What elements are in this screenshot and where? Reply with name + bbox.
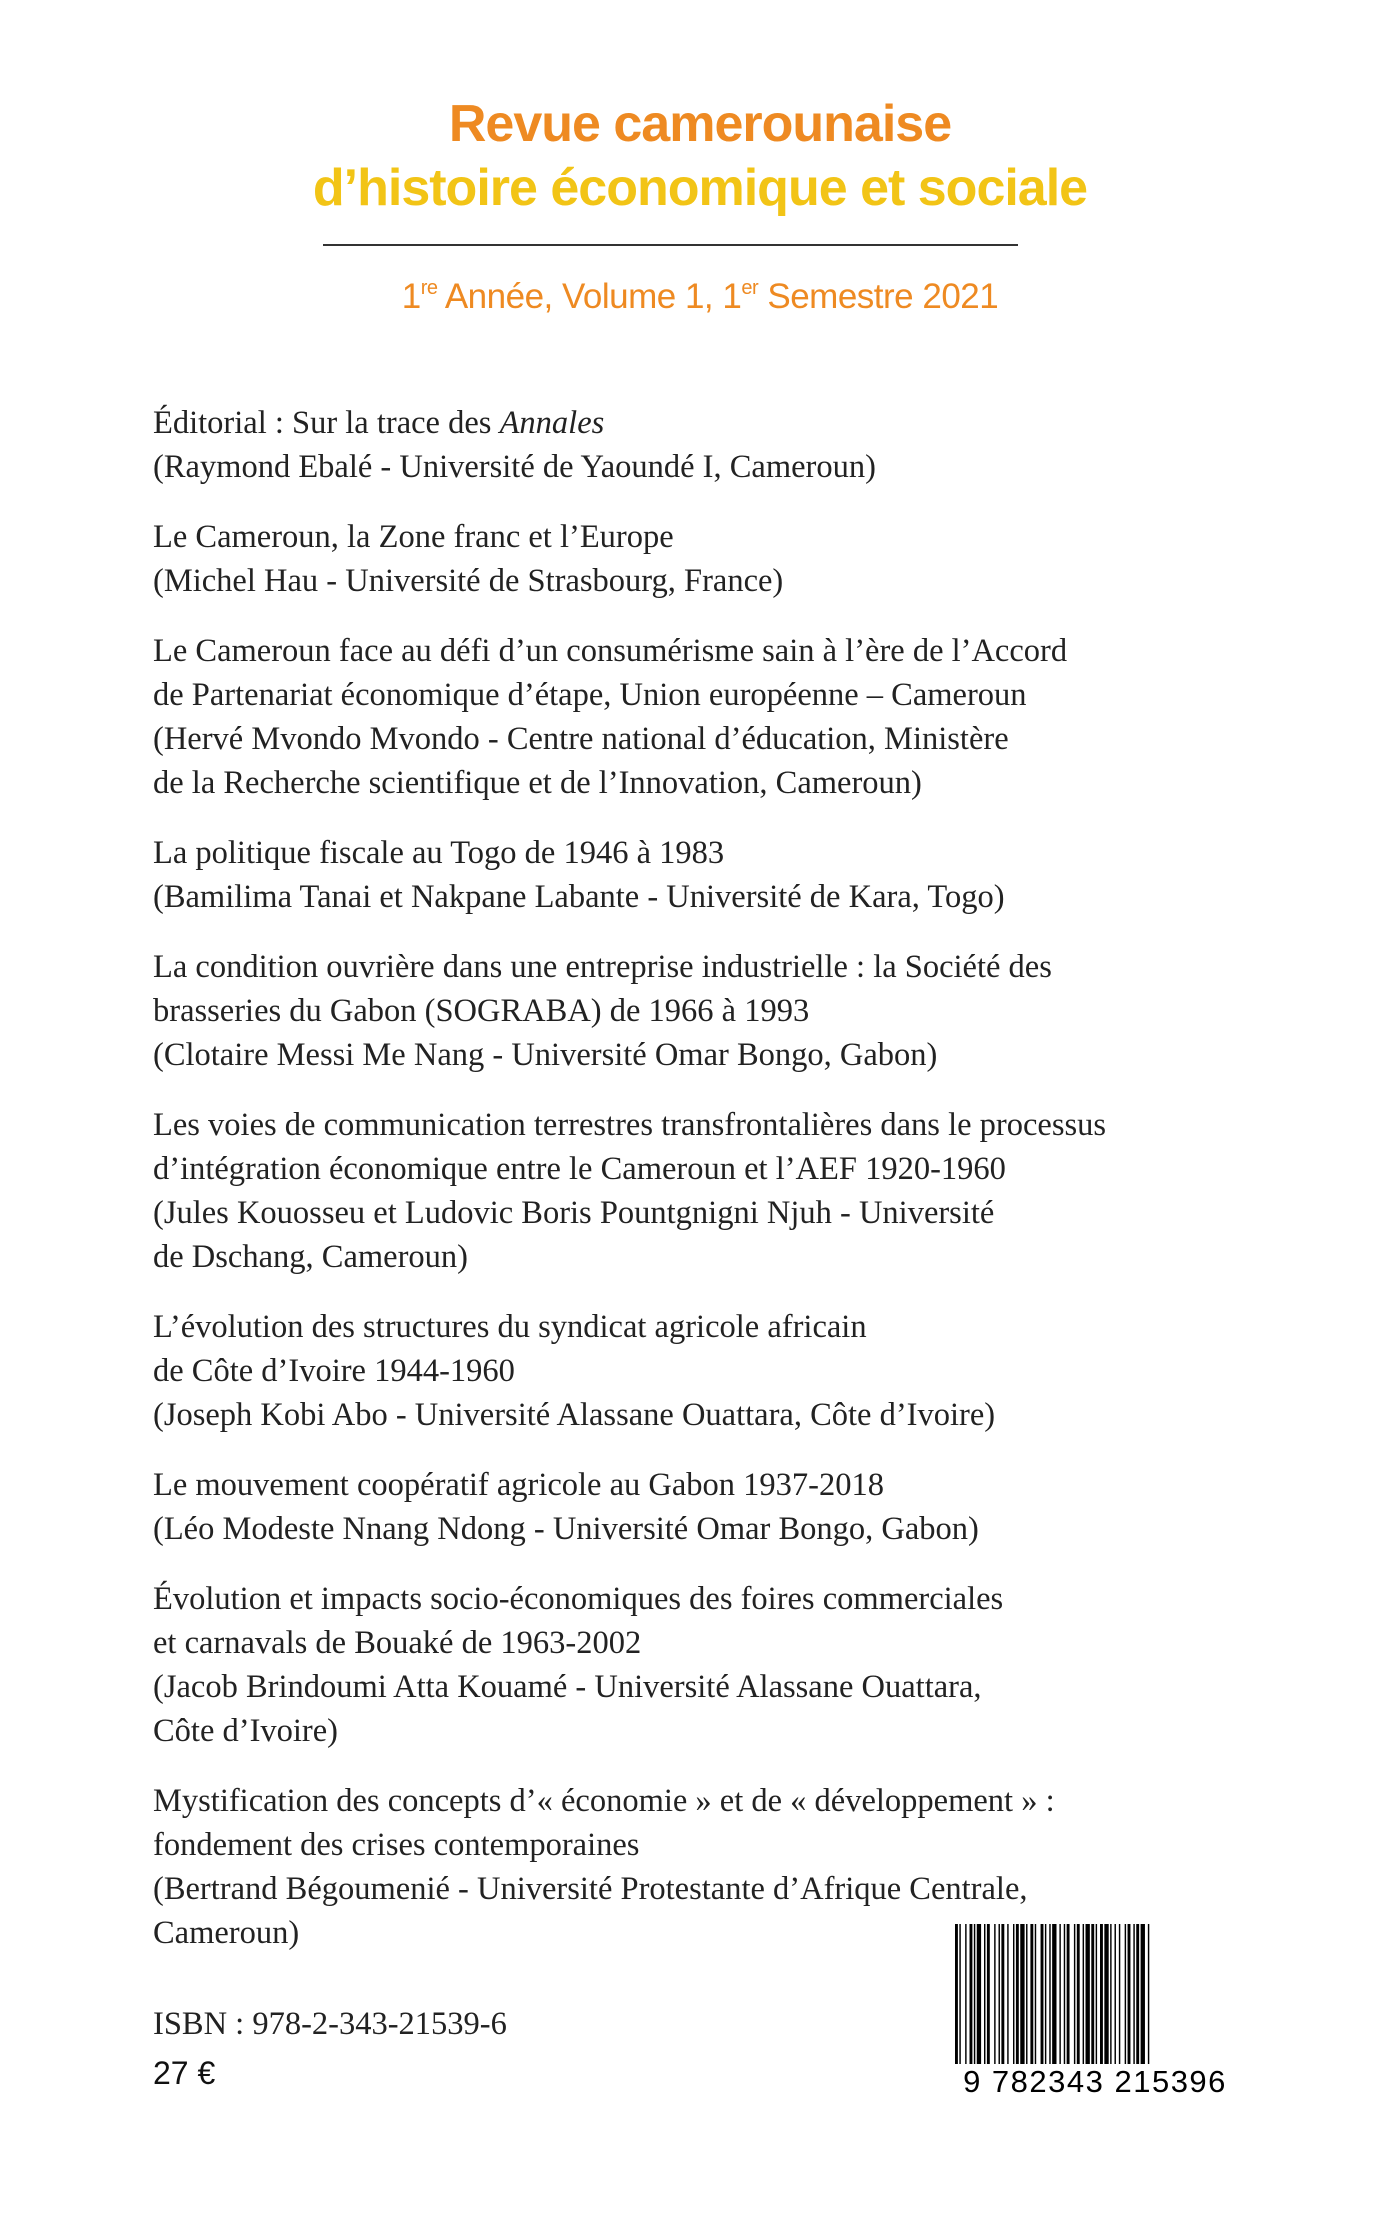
barcode-bar (1077, 1924, 1080, 2064)
barcode-bar (1013, 1924, 1014, 2064)
toc-entry-title: Le Cameroun face au défi d’un consumérisme sain à l’ère de l’Accord (153, 633, 1068, 669)
barcode-bar (1026, 1924, 1027, 2064)
toc-entry (153, 629, 1273, 805)
barcode-bar (1083, 1924, 1084, 2064)
toc-entry-title: Éditorial : Sur la trace des Annales (153, 405, 605, 441)
toc-entry-author: (Raymond Ebalé - Université de Yaoundé I, Cameroun) (153, 449, 876, 485)
barcode-bar (965, 1924, 966, 2064)
title-divider (323, 244, 1018, 246)
barcode-bar (1141, 1924, 1145, 2064)
toc-entry-title: de Côte d’Ivoire 1944-1960 (153, 1353, 515, 1389)
toc-entry (153, 515, 1273, 603)
barcode-bar (1096, 1924, 1097, 2064)
toc-entry (153, 1577, 1273, 1753)
toc-entry-author: de Dschang, Cameroun) (153, 1239, 468, 1275)
toc-entry-title: Les voies de communication terrestres transfrontalières dans le processus (153, 1107, 1107, 1143)
toc-entry-author: de la Recherche scientifique et de l’Innovation, Cameroun) (153, 765, 922, 801)
toc-entry-author: (Michel Hau - Université de Strasbourg, France) (153, 563, 784, 599)
journal-title-line-2: d’histoire économique et sociale (312, 159, 1088, 217)
barcode-bar (974, 1924, 975, 2064)
toc-entry-title: Mystification des concepts d’« économie » et de « développement » : (153, 1783, 1055, 1819)
toc-entry-title: et carnavals de Bouaké de 1963-2002 (153, 1625, 642, 1661)
issue-number: 1 (401, 277, 421, 316)
toc-entry (153, 831, 1273, 919)
toc-entry-title: Le Cameroun, la Zone franc et l’Europe (153, 519, 674, 555)
issue-number-suffix: re (420, 277, 438, 299)
barcode-bar (1052, 1924, 1056, 2064)
toc-entry-author: Cameroun) (153, 1915, 300, 1951)
barcode-bar (1030, 1924, 1033, 2064)
barcode-bar (1067, 1924, 1070, 2064)
barcode-bar (1128, 1924, 1131, 2064)
barcode-bar (987, 1924, 990, 2064)
barcode-bar (1115, 1924, 1116, 2064)
toc-entry-author: (Bamilima Tanai et Nakpane Labante - Université de Kara, Togo) (153, 879, 1005, 915)
barcode-bar (1136, 1924, 1139, 2064)
barcode-bar (1104, 1924, 1108, 2064)
journal-title-line-1: Revue camerounaise (448, 95, 952, 153)
toc-entry-author: (Clotaire Messi Me Nang - Université Omar Bongo, Gabon) (153, 1037, 938, 1073)
toc-entry-title: brasseries du Gabon (SOGRABA) de 1966 à 1993 (153, 993, 810, 1029)
barcode-bar (955, 1924, 958, 2064)
toc-entry (153, 1463, 1273, 1551)
issue-semester: Semestre 2021 (758, 277, 999, 316)
toc-entry (153, 1305, 1273, 1437)
barcode-bar (1119, 1924, 1120, 2064)
barcode-bar (1049, 1924, 1050, 2064)
barcode-bar (970, 1924, 973, 2064)
toc-entry-author: (Hervé Mvondo Mvondo - Centre national d’éducation, Ministère (153, 721, 1009, 757)
barcode-bar (1041, 1924, 1044, 2064)
barcode-number: 9 782343 215396 (963, 2064, 1227, 2099)
barcode-bar (1086, 1924, 1090, 2064)
barcode-bar (994, 1924, 995, 2064)
issue-volume: Année, Volume 1, 1 (437, 277, 742, 316)
barcode-bar (1016, 1924, 1019, 2064)
table-of-contents (153, 401, 1273, 1981)
barcode-bar (999, 1924, 1000, 2064)
barcode-bars-icon (955, 1924, 1235, 2064)
price-text: 27 € (153, 2055, 216, 2091)
barcode-bar (1110, 1924, 1111, 2064)
barcode-bar (1020, 1924, 1024, 2064)
toc-entry-title: d’intégration économique entre le Cameroun et l’AEF 1920-1960 (153, 1151, 1006, 1187)
barcode-bar (1091, 1924, 1094, 2064)
barcode-bar (1045, 1924, 1046, 2064)
barcode-bar (1074, 1924, 1075, 2064)
toc-entry-title: La condition ouvrière dans une entreprise industrielle : la Société des (153, 949, 1052, 985)
toc-entry (153, 945, 1273, 1077)
toc-entry-title: fondement des crises contemporaines (153, 1827, 640, 1863)
barcode-bar (977, 1924, 981, 2064)
toc-entry (153, 401, 1273, 489)
barcode-bar (1148, 1924, 1149, 2064)
barcode-bar (1064, 1924, 1065, 2064)
toc-entry (153, 1103, 1273, 1279)
toc-entry-title: Le mouvement coopératif agricole au Gabon 1937-2018 (153, 1467, 884, 1503)
barcode-bar (1001, 1924, 1004, 2064)
toc-entry-title: L’évolution des structures du syndicat agricole africain (153, 1309, 867, 1345)
toc-entry-author: (Léo Modeste Nnang Ndong - Université Omar Bongo, Gabon) (153, 1511, 979, 1547)
toc-entry-title: de Partenariat économique d’étape, Union européenne – Cameroun (153, 677, 1027, 713)
barcode-bar (984, 1924, 985, 2064)
barcode-bar (1059, 1924, 1060, 2064)
barcode-bar (1125, 1924, 1126, 2064)
toc-entry-author: (Jacob Brindoumi Atta Kouamé - Université Alassane Ouattara, (153, 1669, 982, 1705)
annales-italic: Annales (499, 405, 605, 441)
barcode-bar (1035, 1924, 1036, 2064)
barcode (945, 1924, 1245, 2102)
toc-entry-author: (Bertrand Bégoumenié - Université Protestante d’Afrique Centrale, (153, 1871, 1028, 1907)
toc-entry-author: (Joseph Kobi Abo - Université Alassane Ouattara, Côte d’Ivoire) (153, 1397, 996, 1433)
toc-entry-title: La politique fiscale au Togo de 1946 à 1983 (153, 835, 725, 871)
issue-info (0, 274, 1400, 320)
issue-semester-suffix: er (741, 277, 759, 299)
barcode-bar (1133, 1924, 1134, 2064)
toc-entry-author: (Jules Kouosseu et Ludovic Boris Pountgnigni Njuh - Université (153, 1195, 995, 1231)
toc-entry-author: Côte d’Ivoire) (153, 1713, 339, 1749)
barcode-bar (1007, 1924, 1008, 2064)
barcode-bar (959, 1924, 960, 2064)
isbn-text: ISBN : 978-2-343-21539-6 (153, 2006, 507, 2042)
toc-entry-title: Évolution et impacts socio-économiques des foires commerciales (153, 1581, 1004, 1617)
barcode-bar (1100, 1924, 1103, 2064)
